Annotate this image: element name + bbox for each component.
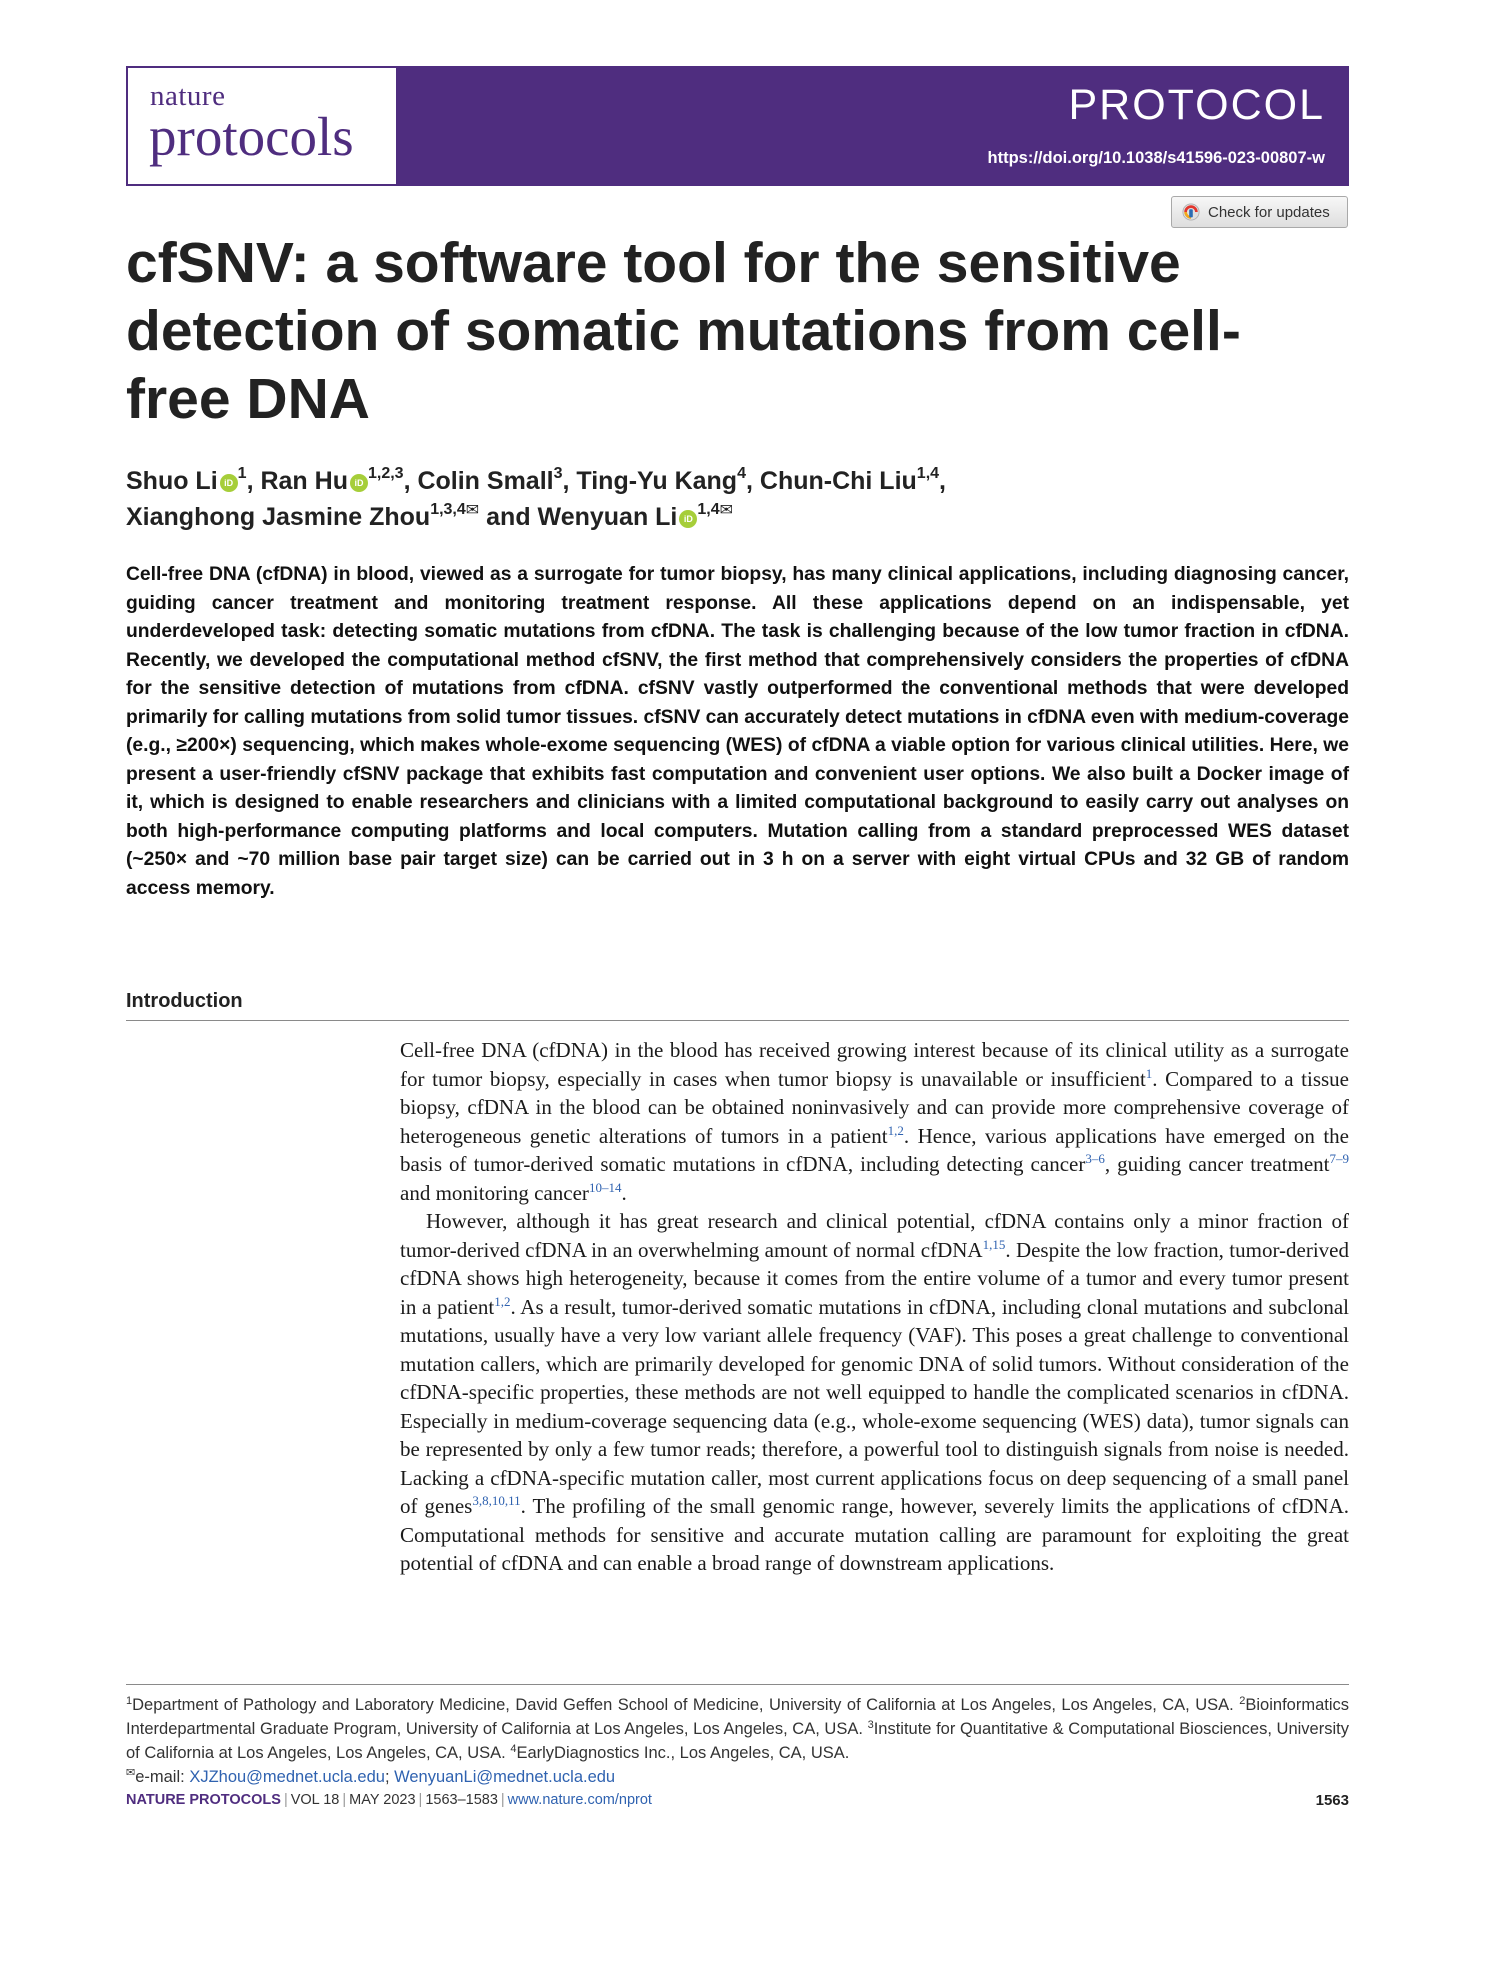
reference-link[interactable]: 3–6 bbox=[1085, 1151, 1105, 1166]
corresponding-author-mail-icon[interactable]: ✉ bbox=[719, 502, 734, 519]
affiliations: $^1$Department of Pathology and Laboratory Medicine, David Geffen School of Medicine, University of California at Los Angeles, Los Angeles, CA, USA. $^2$Bioinformatics Interdepartmental Graduate Program, University of California at Los Angeles, Los Angeles, CA, USA. $^3$Institute for Quantitative & Computational Biosciences, University of California at Los Angeles, Los Angeles, CA, USA. $^4$EarlyDiagnostics Inc., Los Angeles, CA, USA. ✉e-mail: XJZhou@mednet.ucla.edu; WenyuanLi@mednet.ucla.edu bbox=[126, 1695, 1349, 1786]
reference-link[interactable]: 10–14 bbox=[588, 1179, 622, 1195]
email-link-li[interactable]: WenyuanLi@mednet.ucla.edu bbox=[394, 1768, 616, 1786]
author-affiliation-number: 1,2,3 bbox=[367, 465, 404, 482]
orcid-icon[interactable]: iD bbox=[220, 474, 238, 492]
reference-link[interactable]: 1 bbox=[1145, 1065, 1153, 1081]
author-name[interactable]: Shuo Li iD$^1$ bbox=[126, 465, 247, 495]
footer-date: MAY 2023 bbox=[349, 1792, 416, 1808]
email-link-zhou[interactable]: XJZhou@mednet.ucla.edu bbox=[189, 1768, 385, 1786]
footer-volume: VOL 18 bbox=[290, 1792, 340, 1808]
footer-url-link[interactable]: www.nature.com/nprot bbox=[507, 1792, 652, 1808]
check-updates-label: Check for updates bbox=[1208, 203, 1330, 221]
section-divider bbox=[126, 1020, 1349, 1021]
header-band bbox=[398, 66, 1349, 186]
logo-nature-text: nature bbox=[150, 80, 226, 112]
paragraph: However, although it has great research and clinical potential, cfDNA contains only a minor fraction of tumor-derived cfDNA in an overwhelming amount of normal cfDNA$^{1,15}$. Despite the low fraction, tumor-derived cfDNA shows high heterogeneity, because it comes from the entire volume of a tumor and every tumor present in a patient$^{1,2}$. As a result, tumor-derived somatic mutations in cfDNA, including clonal mutations and subclonal mutations, usually have a very low variant allele frequency (VAF). This poses a great challenge to conventional mutation callers, which are primarily developed for genomic DNA of solid tumors. Without consideration of the cfDNA-specific properties, these methods are not well equipped to handle the complicated scenarios in cfDNA. Especially in medium-coverage sequencing data (e.g., whole-exome sequencing (WES) data), tumor signals can be represented by only a few tumor reads; therefore, a powerful tool to distinguish signals from noise is needed. Lacking a cfDNA-specific mutation caller, most current applications focus on deep sequencing of a small panel of genes$^{3,8,10,11}$. The profiling of the small genomic range, however, severely limits the applications of cfDNA. Computational methods for sensitive and accurate mutation calling are paramount for exploiting the great potential of cfDNA and can enable a broad range of downstream applications. bbox=[400, 1209, 1349, 1575]
abstract: Cell-free DNA (cfDNA) in blood, viewed as a surrogate for tumor biopsy, has many clinical applications, including diagnosing cancer, guiding cancer treatment and monitoring treatment response. All these applications depend on an indispensable, yet underdeveloped task: detecting somatic mutations from cfDNA. The task is challenging because of the low tumor fraction in cfDNA. Recently, we developed the computational method cfSNV, the first method that comprehensively considers the properties of cfDNA for the sensitive detection of mutations from cfDNA. cfSNV vastly outperformed the conventional methods that were developed primarily for calling mutations from solid tumor tissues. cfSNV can accurately detect mutations in cfDNA even with medium-coverage (e.g., ≥200×) sequencing, which makes whole-exome sequencing (WES) of cfDNA a viable option for various clinical utilities. Here, we present a user-friendly cfSNV package that exhibits fast computation and convenient user options. We also built a Docker image of it, which is designed to enable researchers and clinicians with a limited computational background to easily carry out analyses on both high-performance computing platforms and local computers. Mutation calling from a standard preprocessed WES dataset (~250× and ~70 million base pair target size) can be carried out in 3 h on a server with eight virtual CPUs and 32 GB of random access memory. bbox=[126, 564, 1349, 899]
paper-title: cfSNV: a software tool for the sensitive detection of somatic mutations from cell-free DNA bbox=[126, 231, 1241, 431]
author-and: and bbox=[486, 503, 531, 531]
doi-link[interactable]: https://doi.org/10.1038/s41596-023-00807-w bbox=[987, 149, 1325, 167]
author-name[interactable]: Ran Hu iD$^{1,2,3}$ bbox=[260, 465, 404, 495]
author-affiliation-number: 1 bbox=[237, 465, 247, 482]
author-affiliation-number: 1,4 bbox=[697, 501, 720, 518]
email-label: e-mail: bbox=[135, 1768, 190, 1786]
email-icon: ✉ bbox=[126, 1767, 136, 1779]
footer-journal-name: NATURE PROTOCOLS bbox=[126, 1792, 281, 1808]
footer-pages: 1563–1583 bbox=[425, 1792, 498, 1808]
article-type-label: PROTOCOL bbox=[1068, 81, 1325, 129]
author-affiliation-number: 3 bbox=[553, 465, 563, 482]
author-name[interactable]: Ting-Yu Kang$^4$ bbox=[576, 465, 746, 495]
reference-link[interactable]: 1,15 bbox=[982, 1236, 1006, 1252]
logo-protocols-text: protocols bbox=[149, 106, 354, 167]
author-list: Shuo Li iD$^1$, Ran Hu iD$^{1,2,3}$, Colin Small$^3$, Ting-Yu Kang$^4$, Chun-Chi Liu$^{1,4}$, Xianghong Jasmine Zhou$^{1,3,4✉}$ and Wenyuan Li iD$^{1,4✉}$ bbox=[126, 465, 946, 531]
author-affiliation-number: 1,4 bbox=[916, 465, 940, 482]
orcid-icon[interactable]: iD bbox=[350, 474, 368, 492]
check-updates-icon bbox=[1182, 203, 1200, 221]
reference-link[interactable]: 7–9 bbox=[1329, 1151, 1349, 1166]
author-affiliation-number: 1,3,4 bbox=[430, 501, 466, 518]
reference-link[interactable]: 1,2 bbox=[887, 1122, 904, 1138]
journal-logo[interactable] bbox=[126, 66, 398, 186]
introduction-body bbox=[400, 1036, 1349, 1578]
orcid-icon[interactable]: iD bbox=[679, 510, 697, 528]
corresponding-author-mail-icon[interactable]: ✉ bbox=[465, 502, 480, 519]
page-number: 1563 bbox=[1315, 1792, 1349, 1809]
author-name[interactable]: Wenyuan Li iD$^{1,4✉}$ bbox=[537, 501, 734, 531]
paragraph: Cell-free DNA (cfDNA) in the blood has received growing interest because of its clinical utility as a surrogate for tumor biopsy, especially in cases when tumor biopsy is unavailable or insufficient$^1$. Compared to a tissue biopsy, cfDNA in the blood can be obtained noninvasively and can provide more comprehensive coverage of heterogeneous genetic alterations of tumors in a patient$^{1,2}$. Hence, various applications have emerged on the basis of tumor-derived somatic mutations in cfDNA, including detecting cancer$^{3-6}$, guiding cancer treatment$^{7-9}$ and monitoring cancer$^{10-14}$. bbox=[400, 1038, 1349, 1205]
footnote-divider bbox=[126, 1684, 1349, 1685]
check-for-updates-button[interactable] bbox=[1171, 196, 1348, 228]
author-affiliation-number: 4 bbox=[737, 465, 746, 482]
footer-citation: NATURE PROTOCOLS | VOL 18 | MAY 2023 | 1563–1583 | www.nature.com/nprot bbox=[126, 1792, 652, 1808]
section-heading-introduction: Introduction bbox=[126, 990, 243, 1012]
reference-link[interactable]: 1,2 bbox=[494, 1293, 511, 1309]
author-name[interactable]: Chun-Chi Liu$^{1,4}$ bbox=[759, 465, 940, 495]
author-name[interactable]: Xianghong Jasmine Zhou$^{1,3,4✉}$ bbox=[126, 501, 480, 531]
author-name[interactable]: Colin Small$^3$ bbox=[417, 465, 563, 495]
reference-link[interactable]: 3,8,10,11 bbox=[472, 1493, 521, 1508]
